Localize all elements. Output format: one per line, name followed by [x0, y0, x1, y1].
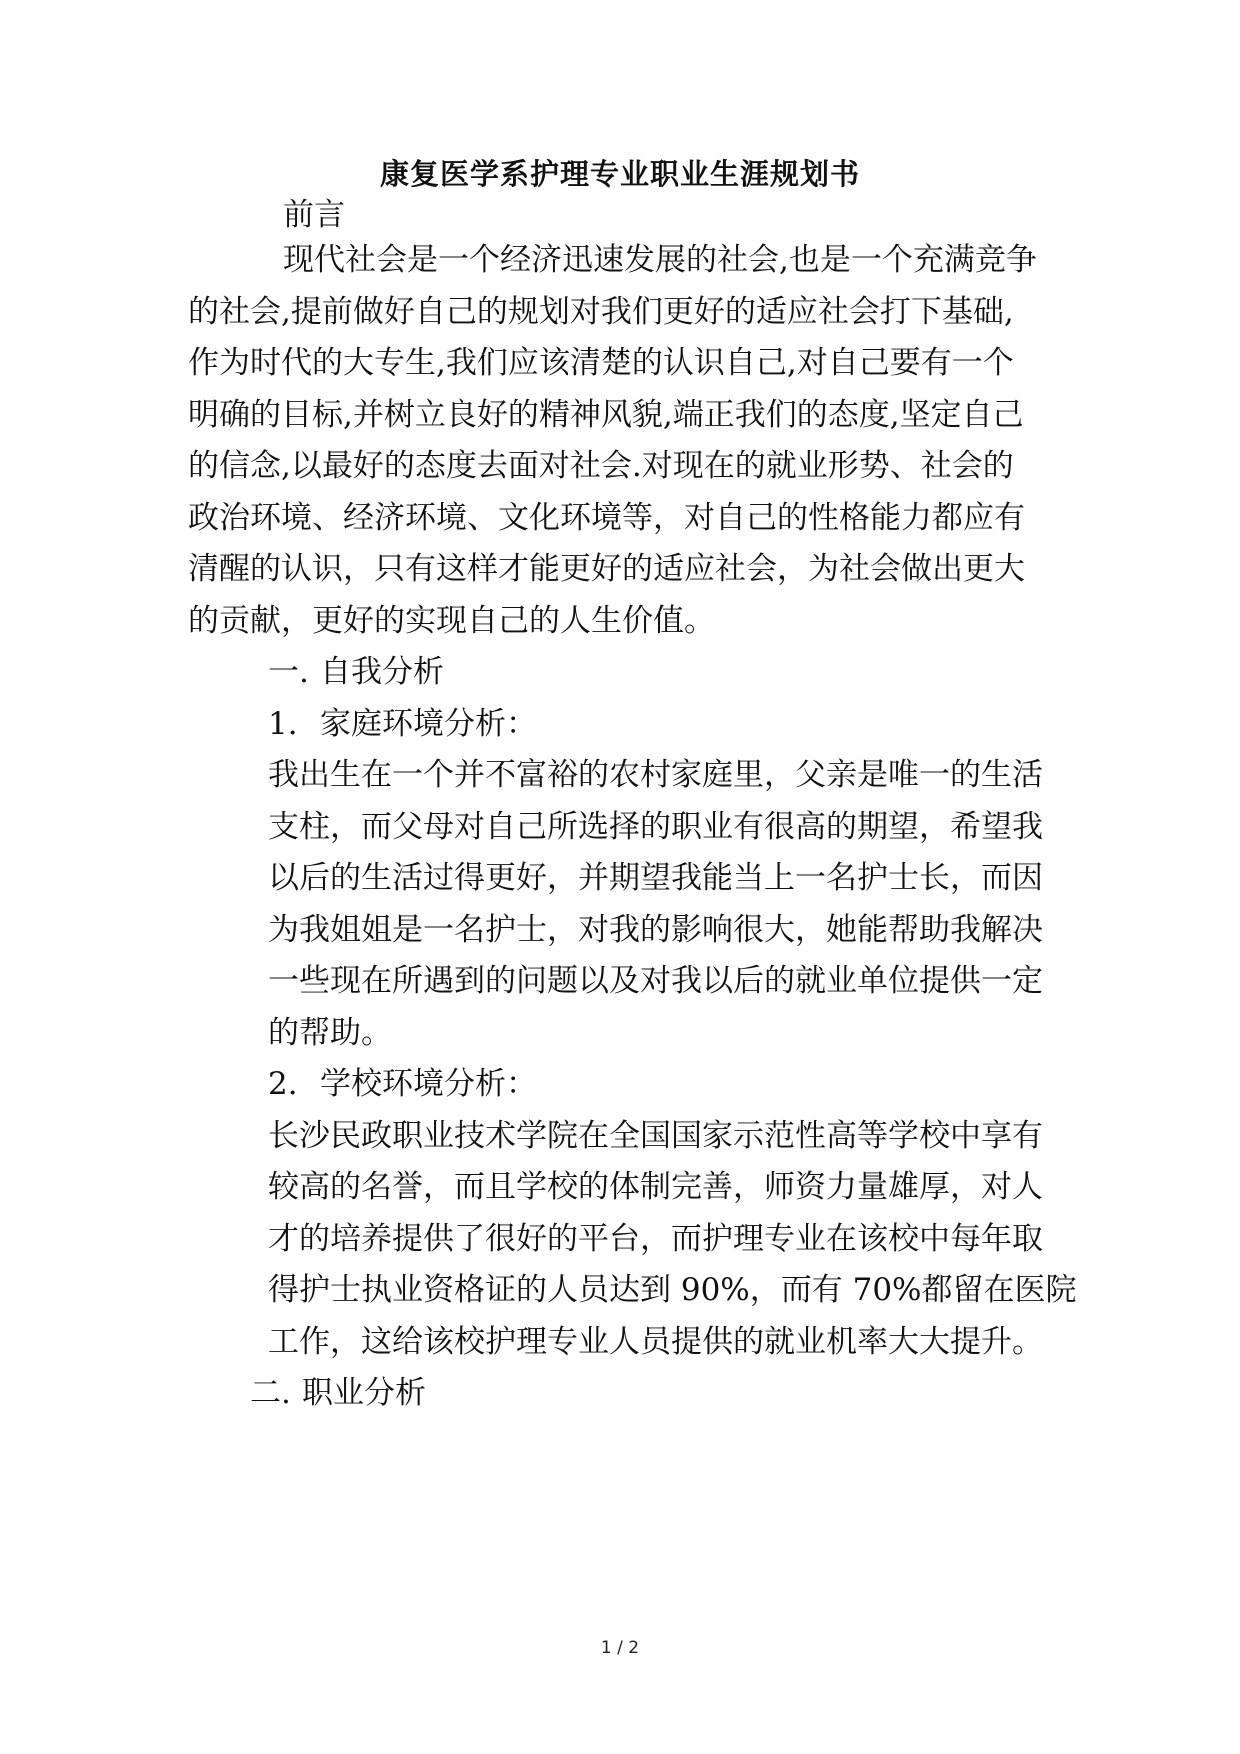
section-heading-self-analysis [268, 650, 444, 694]
subsection-title: 学校环境分析： [320, 1066, 537, 1102]
preface-line: 作为时代的大专生,我们应该清楚的认识自己,对自己要有一个 [188, 345, 1014, 381]
family-paragraph-line: 支柱，而父母对自己所选择的职业有很高的期望，希望我 [268, 809, 1043, 845]
preface-line: 的贡献，更好的实现自己的人生价值。 [188, 603, 715, 639]
subsection-title: 家庭环境分析： [320, 706, 537, 742]
school-paragraph-line: 得护士执业资格证的人员达到 90%，而有 70%都留在医院 [268, 1272, 1077, 1308]
section-title: 职业分析 [302, 1375, 426, 1411]
preface-line: 明确的目标,并树立良好的精神风貌,端正我们的态度,坚定自己 [188, 397, 1024, 433]
school-paragraph-line: 才的培养提供了很好的平台，而护理专业在该校中每年取 [268, 1221, 1043, 1257]
school-paragraph-line: 较高的名誉，而且学校的体制完善，师资力量雄厚，对人 [268, 1169, 1043, 1205]
family-paragraph-line: 的帮助。 [268, 1015, 392, 1051]
document-title: 康复医学系护理专业职业生涯规划书 [379, 157, 860, 191]
section-number: 一. [268, 654, 309, 690]
preface-line: 的信念,以最好的态度去面对社会.对现在的就业形势、社会的 [188, 448, 1014, 484]
preface-label: 前言 [283, 197, 345, 233]
preface-line: 的社会,提前做好自己的规划对我们更好的适应社会打下基础, [188, 294, 1014, 330]
preface-line: 清醒的认识，只有这样才能更好的适应社会，为社会做出更大 [188, 551, 1025, 587]
subsection-heading-family [268, 702, 537, 746]
family-paragraph-line: 我出生在一个并不富裕的农村家庭里，父亲是唯一的生活 [268, 757, 1043, 793]
family-paragraph-line: 一些现在所遇到的问题以及对我以后的就业单位提供一定 [268, 963, 1043, 999]
family-paragraph-line: 为我姐姐是一名护士，对我的影响很大，她能帮助我解决 [268, 912, 1043, 948]
subsection-heading-school [268, 1062, 537, 1106]
family-paragraph-line: 以后的生活过得更好，并期望我能当上一名护士长，而因 [268, 860, 1043, 896]
school-paragraph-line: 工作，这给该校护理专业人员提供的就业机率大大提升。 [268, 1324, 1043, 1360]
section-number: 二. [250, 1375, 291, 1411]
page-number: 1 / 2 [600, 1638, 640, 1658]
subsection-number: 1. [268, 706, 298, 742]
preface-line: 政治环境、经济环境、文化环境等，对自己的性格能力都应有 [188, 500, 1025, 536]
section-heading-career-analysis [250, 1371, 426, 1415]
preface-line: 现代社会是一个经济迅速发展的社会,也是一个充满竞争 [283, 242, 1037, 278]
subsection-number: 2. [268, 1066, 298, 1102]
section-title: 自我分析 [320, 654, 444, 690]
school-paragraph-line: 长沙民政职业技术学院在全国国家示范性高等学校中享有 [268, 1118, 1043, 1154]
